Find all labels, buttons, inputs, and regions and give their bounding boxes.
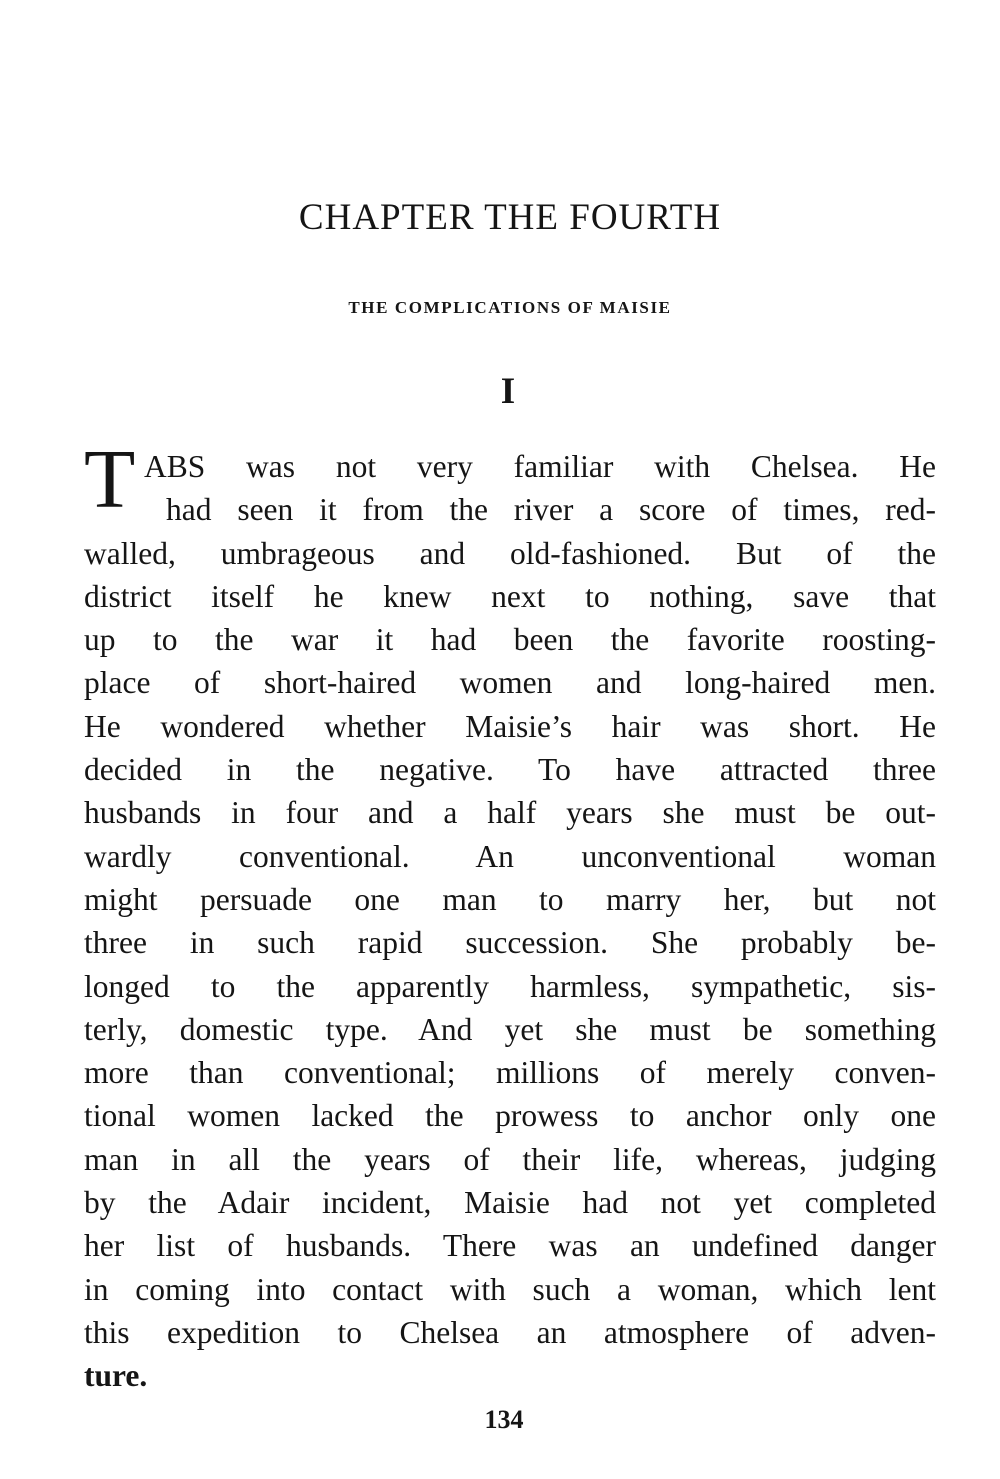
text-line: ABS was not very familiar with Chelsea. He [144, 449, 936, 484]
text-line: decided in the negative. To have attracted three [84, 752, 936, 788]
drop-cap: T [84, 433, 136, 526]
body-paragraph [84, 445, 936, 1398]
text-line: wardly conventional. An unconventional woman [84, 838, 936, 874]
text-line: walled, umbrageous and old-fashioned. But of the [84, 535, 936, 571]
text-line: husbands in four and a half years she must be out- [84, 795, 936, 831]
text-line: might persuade one man to marry her, but not [84, 881, 936, 917]
text-line: by the Adair incident, Maisie had not yet completed [84, 1185, 936, 1221]
text-line: ture. [84, 1358, 148, 1394]
text-line: district itself he knew next to nothing, save that [84, 578, 936, 614]
page-number: 134 [484, 1405, 524, 1434]
text-line: man in all the years of their life, whereas, judging [84, 1141, 936, 1177]
section-number: I [500, 371, 516, 412]
text-line: tional women lacked the prowess to anchor only one [84, 1098, 936, 1134]
text-line: He wondered whether Maisie’s hair was short. He [84, 708, 936, 744]
text-line: terly, domestic type. And yet she must be something [84, 1011, 936, 1047]
text-line: up to the war it had been the favorite roosting- [84, 622, 936, 658]
text-line: three in such rapid succession. She probably be- [84, 925, 936, 961]
text-line: more than conventional; millions of merely conven- [84, 1055, 936, 1091]
chapter-title: CHAPTER THE FOURTH [298, 197, 722, 238]
text-line: this expedition to Chelsea an atmosphere of adven- [84, 1314, 936, 1350]
text-line: her list of husbands. There was an undefined danger [84, 1228, 936, 1264]
text-line: in coming into contact with such a woman, which lent [84, 1271, 936, 1307]
chapter-subtitle: THE COMPLICATIONS OF MAISIE [348, 298, 672, 317]
text-line: had seen it from the river a score of times, red- [166, 492, 936, 528]
text-line: place of short-haired women and long-haired men. [84, 665, 936, 701]
text-line: longed to the apparently harmless, sympathetic, sis- [84, 968, 936, 1004]
